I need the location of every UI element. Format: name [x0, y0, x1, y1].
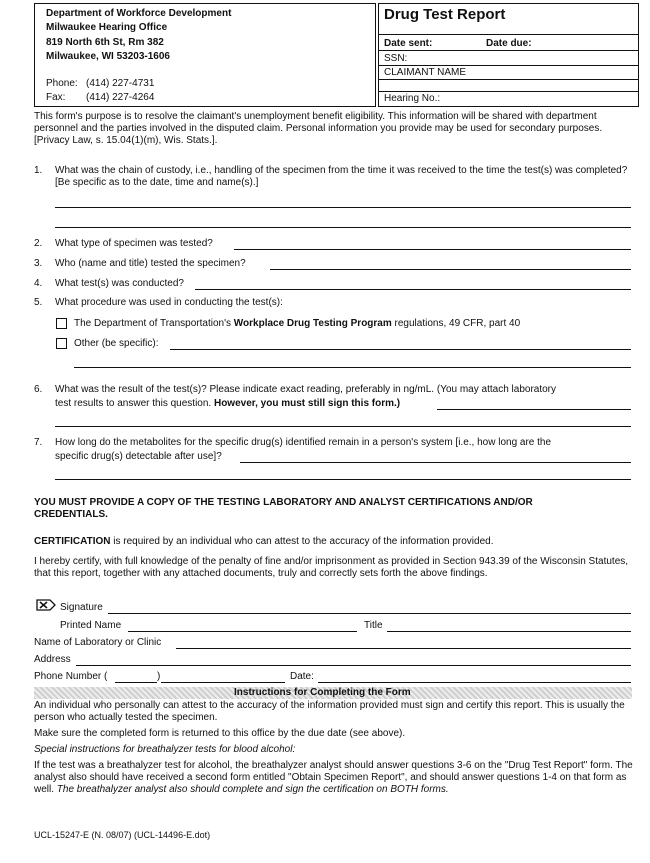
date-label: Date:: [290, 671, 314, 682]
question-7-text: How long do the metabolites for the specific drug(s) identified remain in a person's system [i.e., how long are the: [55, 437, 552, 448]
form-title: Drug Test Report: [384, 6, 506, 23]
q2-answer-line[interactable]: [234, 249, 631, 250]
instructions-paragraph-2: Make sure the completed form is returned to this office by the due date (see above).: [34, 728, 406, 739]
question-7-number: 7.: [34, 437, 43, 448]
form-number: UCL-15247-E (N. 08/07) (UCL-14496-E.dot): [34, 830, 211, 840]
office-name: Milwaukee Hearing Office: [46, 22, 168, 33]
q3-answer-line[interactable]: [270, 269, 631, 270]
q7-answer-line[interactable]: [240, 462, 631, 463]
instructions-paragraph-1: An individual who personally can attest to the accuracy of the information provided must sign and certify this report. This is usually the person who actually tested the specimen.: [34, 700, 625, 723]
question-6-number: 6.: [34, 384, 43, 395]
question-4-text: What test(s) was conducted?: [55, 278, 184, 289]
office-address-1: 819 North 6th St, Rm 382: [46, 37, 164, 48]
hearing-number-field[interactable]: Hearing No.:: [384, 93, 441, 104]
instructions-heading: Instructions for Completing the Form: [234, 687, 411, 698]
purpose-statement: This form's purpose is to resolve the claimant's unemployment benefit eligibility. This information will be shared with department personnel and the parties involved in the disputed claim. Personal information you provide may be used for secondary purposes. [Privacy Law, s. 15.04(1)(m), Wis. Stats.].: [34, 111, 603, 146]
other-procedure-label: Other (be specific):: [74, 338, 159, 349]
q7-answer-line[interactable]: [55, 479, 631, 480]
instructions-breathalyzer-text: If the test was a breathalyzer test for alcohol, the breathalyzer analyst should answer questions 3-6 on the "Drug Test Report" form. The analyst also should have received a second form entitled "Obtain Specimen Report", and should answer questions 1-4 on that form as well. The breathalyzer analyst also should complete and sign the certification on BOTH forms.: [34, 760, 633, 795]
question-5-number: 5.: [34, 297, 43, 308]
instructions-breathalyzer-heading: Special instructions for breathalyzer tests for blood alcohol:: [34, 744, 296, 755]
question-5-text: What procedure was used in conducting the test(s):: [55, 297, 283, 308]
date-line[interactable]: [318, 682, 631, 683]
lab-name-label: Name of Laboratory or Clinic: [34, 637, 162, 648]
other-procedure-checkbox[interactable]: [56, 338, 67, 349]
q6-answer-line[interactable]: [55, 426, 631, 427]
question-4-number: 4.: [34, 278, 43, 289]
address-line[interactable]: [76, 665, 631, 666]
department-name: Department of Workforce Development: [46, 8, 232, 19]
date-due-field[interactable]: Date due:: [486, 38, 532, 49]
question-6-text-cont: test results to answer this question. However, you must still sign this form.): [55, 398, 401, 409]
phone-number-label: Phone Number (: [34, 671, 108, 682]
question-2-number: 2.: [34, 238, 43, 249]
q5-other-line[interactable]: [74, 367, 631, 368]
certification-intro: CERTIFICATION is required by an individual who can attest to the accuracy of the information provided.: [34, 536, 494, 547]
question-1-text: What was the chain of custody, i.e., handling of the specimen from the time it was received to the time the test(s) was completed? [Be specific as to the date, time and name(s).]: [55, 165, 628, 188]
sign-here-icon: [36, 598, 56, 610]
fax-label: Fax:: [46, 92, 66, 103]
q5-other-line[interactable]: [170, 349, 631, 350]
title-label: Title: [364, 620, 383, 631]
q1-answer-line[interactable]: [55, 207, 631, 208]
certification-statement: I hereby certify, with full knowledge of the penalty of fine and/or imprisonment as provided in Section 943.39 of the Wisconsin Statutes, that this report, together with any attached documents, truly and correctly sets forth the above findings.: [34, 556, 629, 579]
printed-name-label: Printed Name: [60, 620, 122, 631]
question-7-text-cont: specific drug(s) detectable after use]?: [55, 451, 222, 462]
office-address-2: Milwaukee, WI 53203-1606: [46, 51, 170, 62]
signature-line[interactable]: [108, 613, 631, 614]
office-phone: (414) 227-4731: [86, 78, 155, 89]
phone-close-paren: ): [157, 671, 161, 682]
question-1-number: 1.: [34, 165, 43, 176]
signature-label: Signature: [60, 602, 103, 613]
question-2-text: What type of specimen was tested?: [55, 238, 213, 249]
address-label: Address: [34, 654, 71, 665]
dot-program-option: The Department of Transportation's Workplace Drug Testing Program regulations, 49 CFR, part 40: [74, 318, 521, 329]
q1-answer-line[interactable]: [55, 227, 631, 228]
office-fax: (414) 227-4264: [86, 92, 155, 103]
credentials-notice: YOU MUST PROVIDE A COPY OF THE TESTING LABORATORY AND ANALYST CERTIFICATIONS AND/OR CREDENTIALS.: [34, 497, 533, 520]
title-line[interactable]: [387, 631, 631, 632]
printed-name-line[interactable]: [128, 631, 357, 632]
dot-program-checkbox[interactable]: [56, 318, 67, 329]
question-6-text: What was the result of the test(s)? Please indicate exact reading, preferably in ng/mL. (You may attach laboratory: [55, 384, 557, 395]
question-3-text: Who (name and title) tested the specimen?: [55, 258, 246, 269]
area-code-line[interactable]: [115, 682, 157, 683]
q4-answer-line[interactable]: [195, 289, 631, 290]
question-3-number: 3.: [34, 258, 43, 269]
ssn-field[interactable]: SSN:: [384, 53, 408, 64]
q6-answer-line[interactable]: [437, 409, 631, 410]
phone-label: Phone:: [46, 78, 78, 89]
date-sent-field[interactable]: Date sent:: [384, 38, 433, 49]
lab-name-line[interactable]: [176, 648, 631, 649]
phone-number-line[interactable]: [161, 682, 285, 683]
claimant-name-field[interactable]: CLAIMANT NAME: [384, 67, 467, 78]
